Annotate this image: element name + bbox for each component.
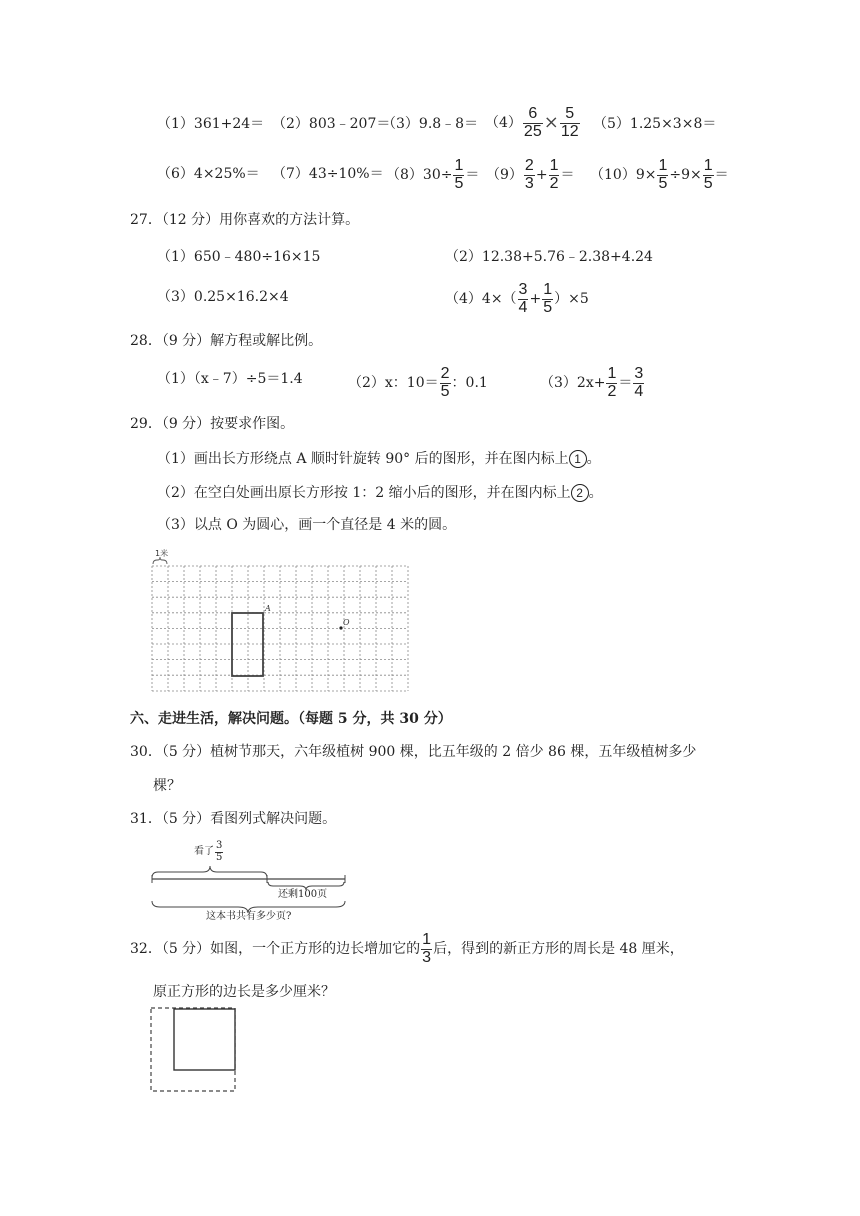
q26-item-8-prefix: （8）30÷ xyxy=(386,167,453,184)
fraction xyxy=(523,106,543,141)
grid-figure xyxy=(145,545,413,697)
equals: ＝ xyxy=(714,167,729,184)
operator: ＝ xyxy=(618,375,633,392)
q26-item-4-prefix: （4） xyxy=(485,115,522,132)
point-a-label: A xyxy=(265,604,271,613)
denominator: 5 xyxy=(440,382,450,400)
numerator: 1 xyxy=(607,365,617,382)
operator: + xyxy=(529,291,542,308)
fraction xyxy=(524,158,535,193)
operator: × xyxy=(543,112,559,134)
fraction xyxy=(440,366,451,401)
q29-title: 29．（9 分）按要求作图。 xyxy=(130,416,295,432)
numerator: 1 xyxy=(422,931,432,948)
numerator: 1 xyxy=(543,281,553,298)
q26-item-3: （3）9.8﹣8＝ xyxy=(382,116,479,132)
q26-item-8 xyxy=(386,158,479,193)
fraction xyxy=(703,158,714,193)
q30-line-2: 棵？ xyxy=(153,778,181,794)
q28-item-3-prefix: （3）2x+ xyxy=(540,375,606,392)
q29-item-2 xyxy=(157,484,603,502)
denominator: 5 xyxy=(658,174,668,192)
original-square xyxy=(174,1009,235,1070)
section-heading: 六、走进生活，解决问题。（每题 5 分，共 30 分） xyxy=(130,711,452,727)
q30-line-1: 30．（5 分）植树节那天，六年级植树 900 棵，比五年级的 2 倍少 86 棵，五年级植树多少 xyxy=(130,744,697,760)
q26-item-9 xyxy=(486,158,574,193)
fraction xyxy=(549,158,560,193)
numerator: 1 xyxy=(549,157,559,174)
q32-line-1-suffix: 后，得到的新正方形的周长是 48 厘米， xyxy=(433,941,684,958)
denominator: 2 xyxy=(607,382,617,400)
q26-item-9-prefix: （9） xyxy=(486,167,523,184)
period: 。 xyxy=(588,485,603,501)
denominator: 5 xyxy=(703,174,713,192)
q27-item-4-prefix: （4）4×（ xyxy=(445,291,517,308)
q29-item-1 xyxy=(157,450,601,468)
q32-line-2: 原正方形的边长是多少厘米？ xyxy=(153,984,335,1000)
fraction xyxy=(633,366,644,401)
denominator: 4 xyxy=(634,382,644,400)
read-brace xyxy=(152,866,267,878)
q27-item-4 xyxy=(445,282,589,317)
denominator: 25 xyxy=(523,122,542,140)
q26-item-7: （7）43÷10%＝ xyxy=(272,166,384,182)
q27-item-2: （2）12.38+5.76﹣2.38+4.24 xyxy=(445,249,653,265)
circled-number: 2 xyxy=(571,484,589,502)
q26-item-10-prefix: （10）9× xyxy=(590,167,657,184)
read-text: 看了 xyxy=(194,846,214,857)
q26-item-1: （1）361+24＝ xyxy=(157,116,265,132)
q32-figure xyxy=(148,1005,242,1095)
q27-item-3: （3）0.25×16.2×4 xyxy=(157,289,289,305)
q28-item-1: （1）（x﹣7）÷5＝1.4 xyxy=(157,371,303,387)
q26-item-10 xyxy=(590,158,729,193)
point-o-label: O xyxy=(343,618,350,627)
denominator: 4 xyxy=(518,298,528,316)
read-label xyxy=(194,841,224,863)
q28-title: 28．（9 分）解方程或解比例。 xyxy=(130,333,323,349)
numerator: 6 xyxy=(528,105,538,122)
q28-item-2 xyxy=(348,366,488,401)
q26-item-2: （2）803﹣207＝ xyxy=(272,116,391,132)
q28-item-2-suffix: ：0.1 xyxy=(451,375,488,392)
fraction xyxy=(518,282,529,317)
numerator: 3 xyxy=(518,281,528,298)
denominator: 3 xyxy=(524,174,534,192)
q28-item-2-prefix: （2）x：10＝ xyxy=(348,375,439,392)
denominator: 12 xyxy=(560,122,579,140)
fraction xyxy=(657,158,668,193)
circled-number: 1 xyxy=(569,450,587,468)
equals: ＝ xyxy=(560,167,575,184)
q31-figure xyxy=(148,838,350,926)
remain-label: 还剩100页 xyxy=(278,889,328,900)
q26-item-5: （5）1.25×3×8＝ xyxy=(593,116,717,132)
numerator: 2 xyxy=(440,365,450,382)
numerator: 1 xyxy=(703,157,713,174)
operator: + xyxy=(535,167,548,184)
fraction xyxy=(453,158,464,193)
fraction xyxy=(542,282,553,317)
fraction xyxy=(560,106,580,141)
scale-label: 1米 xyxy=(155,549,169,558)
grid-lines xyxy=(152,566,408,691)
denominator: 3 xyxy=(422,948,432,966)
numerator: 5 xyxy=(565,105,575,122)
numerator: 1 xyxy=(454,157,464,174)
q29-item-3: （3）以点 O 为圆心，画一个直径是 4 米的圆。 xyxy=(157,517,457,533)
numerator: 2 xyxy=(524,157,534,174)
fraction xyxy=(421,932,432,967)
q27-item-1: （1）650﹣480÷16×15 xyxy=(157,249,321,265)
q28-item-3 xyxy=(540,366,645,401)
operator: ÷9× xyxy=(669,167,702,184)
q29-item-2-text: （2）在空白处画出原长方形按 1：2 缩小后的图形，并在图内标上 xyxy=(157,485,571,501)
period: 。 xyxy=(586,451,601,467)
scale-brace xyxy=(153,557,167,564)
numerator: 3 xyxy=(216,840,223,851)
total-label: 这本书共有多少页? xyxy=(206,911,292,922)
fraction xyxy=(215,841,223,863)
fraction xyxy=(606,366,617,401)
denominator: 5 xyxy=(543,298,553,316)
q32-line-1-prefix: 32．（5 分）如图，一个正方形的边长增加它的 xyxy=(130,941,421,958)
q31-title: 31．（5 分）看图列式解决问题。 xyxy=(130,811,337,827)
numerator: 1 xyxy=(658,157,668,174)
q29-item-1-text: （1）画出长方形绕点 A 顺时针旋转 90° 后的图形，并在图内标上 xyxy=(157,451,569,467)
numerator: 3 xyxy=(634,365,644,382)
original-rectangle xyxy=(232,613,263,676)
q32-line-1 xyxy=(130,932,684,967)
equals: ＝ xyxy=(465,167,480,184)
denominator: 2 xyxy=(549,174,559,192)
q27-item-4-suffix: ）×5 xyxy=(554,291,589,308)
q26-item-6: （6）4×25%＝ xyxy=(157,166,260,182)
denominator: 5 xyxy=(216,851,223,863)
q27-title: 27．（12 分）用你喜欢的方法计算。 xyxy=(130,212,360,228)
q26-item-4 xyxy=(485,106,581,141)
denominator: 5 xyxy=(454,174,464,192)
